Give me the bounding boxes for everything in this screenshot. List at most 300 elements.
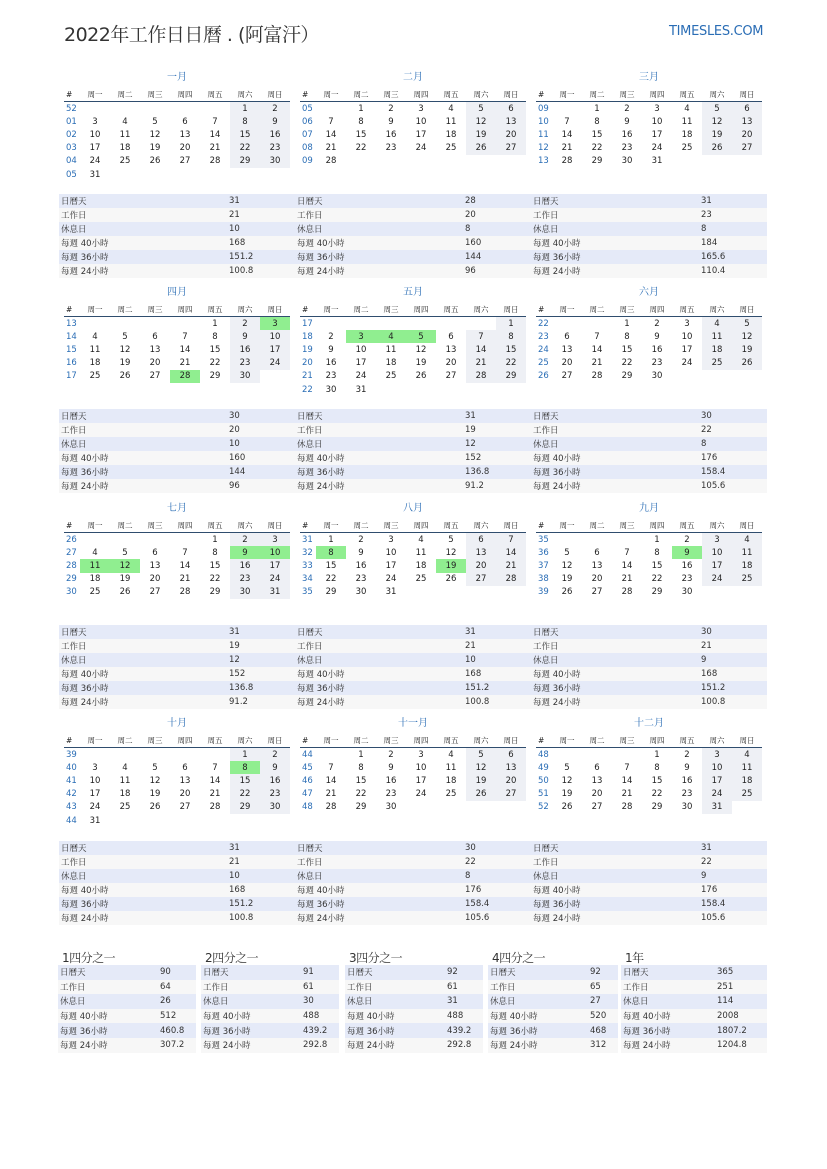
day-cell[interactable] bbox=[466, 586, 496, 599]
day-cell[interactable]: 29 bbox=[496, 370, 526, 383]
day-cell[interactable]: 3 bbox=[260, 533, 290, 547]
day-cell[interactable]: 7 bbox=[466, 330, 496, 343]
day-cell[interactable]: 16 bbox=[260, 774, 290, 787]
day-cell[interactable]: 18 bbox=[89, 574, 101, 585]
day-cell[interactable] bbox=[200, 102, 230, 116]
day-cell[interactable]: 22 bbox=[651, 574, 663, 585]
day-cell[interactable] bbox=[406, 317, 436, 331]
day-cell[interactable] bbox=[552, 317, 582, 331]
day-cell[interactable]: 8 bbox=[624, 331, 630, 342]
day-cell[interactable] bbox=[732, 586, 762, 599]
day-cell[interactable]: 4 bbox=[122, 116, 128, 127]
day-cell[interactable]: 20 bbox=[179, 789, 191, 800]
day-cell[interactable]: 29 bbox=[651, 802, 663, 813]
day-cell[interactable]: 23 bbox=[651, 358, 663, 369]
day-cell[interactable]: 16 bbox=[260, 128, 290, 141]
day-cell[interactable]: 24 bbox=[260, 357, 290, 370]
day-cell[interactable]: 7 bbox=[182, 331, 188, 342]
day-cell[interactable] bbox=[702, 370, 732, 383]
day-cell[interactable]: 20 bbox=[496, 128, 526, 141]
day-cell[interactable] bbox=[230, 814, 260, 827]
day-cell[interactable]: 23 bbox=[260, 788, 290, 801]
day-cell[interactable]: 12 bbox=[149, 129, 161, 140]
day-cell[interactable]: 31 bbox=[89, 815, 101, 826]
day-cell[interactable]: 27 bbox=[149, 371, 161, 382]
day-cell[interactable]: 25 bbox=[119, 156, 131, 167]
day-cell[interactable]: 14 bbox=[591, 344, 603, 355]
day-cell[interactable] bbox=[732, 370, 762, 383]
day-cell[interactable]: 18 bbox=[119, 789, 131, 800]
day-cell[interactable] bbox=[702, 155, 732, 168]
day-cell[interactable]: 22 bbox=[591, 143, 603, 154]
day-cell[interactable]: 13 bbox=[496, 115, 526, 128]
day-cell[interactable]: 19 bbox=[119, 574, 131, 585]
day-cell[interactable] bbox=[582, 748, 612, 762]
day-cell[interactable]: 1 bbox=[230, 748, 260, 762]
day-cell[interactable]: 10 bbox=[260, 546, 290, 559]
day-cell[interactable] bbox=[436, 586, 466, 599]
day-cell[interactable]: 18 bbox=[89, 358, 101, 369]
day-cell[interactable]: 26 bbox=[732, 357, 762, 370]
day-cell[interactable]: 17 bbox=[260, 559, 290, 572]
day-cell[interactable]: 23 bbox=[681, 574, 693, 585]
day-cell[interactable]: 9 bbox=[672, 546, 702, 559]
day-cell[interactable]: 5 bbox=[152, 116, 158, 127]
day-cell[interactable]: 25 bbox=[119, 802, 131, 813]
day-cell[interactable]: 1 bbox=[212, 534, 218, 545]
day-cell[interactable]: 6 bbox=[466, 533, 496, 547]
day-cell[interactable]: 9 bbox=[328, 344, 334, 355]
day-cell[interactable]: 25 bbox=[385, 371, 397, 382]
day-cell[interactable] bbox=[110, 814, 140, 827]
day-cell[interactable]: 30 bbox=[681, 587, 693, 598]
day-cell[interactable]: 25 bbox=[732, 573, 762, 586]
day-cell[interactable]: 12 bbox=[149, 775, 161, 786]
day-cell[interactable]: 31 bbox=[702, 801, 732, 814]
day-cell[interactable]: 31 bbox=[651, 156, 663, 167]
day-cell[interactable]: 1 bbox=[328, 534, 334, 545]
day-cell[interactable] bbox=[582, 533, 612, 547]
day-cell[interactable]: 23 bbox=[260, 142, 290, 155]
day-cell[interactable]: 9 bbox=[654, 331, 660, 342]
day-cell[interactable]: 19 bbox=[119, 358, 131, 369]
day-cell[interactable]: 21 bbox=[496, 559, 526, 572]
day-cell[interactable] bbox=[200, 814, 230, 827]
day-cell[interactable]: 26 bbox=[119, 371, 131, 382]
day-cell[interactable]: 13 bbox=[179, 775, 191, 786]
day-cell[interactable]: 30 bbox=[681, 802, 693, 813]
day-cell[interactable]: 9 bbox=[230, 330, 260, 343]
day-cell[interactable]: 17 bbox=[385, 560, 397, 571]
day-cell[interactable]: 28 bbox=[591, 371, 603, 382]
day-cell[interactable]: 29 bbox=[651, 587, 663, 598]
day-cell[interactable]: 17 bbox=[681, 344, 693, 355]
day-cell[interactable]: 2 bbox=[260, 102, 290, 116]
day-cell[interactable] bbox=[496, 155, 526, 168]
day-cell[interactable]: 18 bbox=[415, 560, 427, 571]
day-cell[interactable]: 22 bbox=[496, 357, 526, 370]
day-cell[interactable]: 10 bbox=[260, 330, 290, 343]
day-cell[interactable]: 17 bbox=[415, 775, 427, 786]
day-cell[interactable]: 27 bbox=[732, 142, 762, 155]
day-cell[interactable]: 7 bbox=[328, 762, 334, 773]
day-cell[interactable]: 5 bbox=[406, 330, 436, 343]
day-cell[interactable]: 21 bbox=[209, 789, 221, 800]
day-cell[interactable]: 14 bbox=[179, 344, 191, 355]
day-cell[interactable]: 14 bbox=[621, 560, 633, 571]
day-cell[interactable]: 3 bbox=[418, 749, 424, 760]
day-cell[interactable]: 21 bbox=[325, 789, 337, 800]
day-cell[interactable]: 21 bbox=[621, 574, 633, 585]
day-cell[interactable]: 4 bbox=[448, 749, 454, 760]
day-cell[interactable]: 30 bbox=[355, 587, 367, 598]
day-cell[interactable]: 8 bbox=[358, 762, 364, 773]
day-cell[interactable]: 22 bbox=[209, 574, 221, 585]
day-cell[interactable]: 5 bbox=[466, 102, 496, 116]
day-cell[interactable]: 7 bbox=[624, 762, 630, 773]
day-cell[interactable]: 18 bbox=[732, 774, 762, 787]
day-cell[interactable] bbox=[466, 801, 496, 814]
day-cell[interactable]: 20 bbox=[445, 358, 457, 369]
day-cell[interactable]: 15 bbox=[209, 344, 221, 355]
day-cell[interactable] bbox=[140, 533, 170, 547]
day-cell[interactable]: 18 bbox=[732, 559, 762, 572]
day-cell[interactable]: 8 bbox=[230, 761, 260, 774]
day-cell[interactable]: 7 bbox=[328, 116, 334, 127]
day-cell[interactable]: 16 bbox=[621, 129, 633, 140]
day-cell[interactable] bbox=[80, 102, 110, 116]
day-cell[interactable]: 12 bbox=[561, 775, 573, 786]
day-cell[interactable]: 25 bbox=[445, 789, 457, 800]
day-cell[interactable]: 27 bbox=[496, 788, 526, 801]
day-cell[interactable] bbox=[346, 155, 376, 168]
day-cell[interactable]: 25 bbox=[415, 574, 427, 585]
day-cell[interactable]: 15 bbox=[230, 128, 260, 141]
day-cell[interactable]: 13 bbox=[466, 546, 496, 559]
day-cell[interactable]: 9 bbox=[388, 116, 394, 127]
day-cell[interactable] bbox=[496, 383, 526, 396]
day-cell[interactable]: 13 bbox=[561, 344, 573, 355]
day-cell[interactable]: 24 bbox=[681, 358, 693, 369]
day-cell[interactable]: 26 bbox=[561, 802, 573, 813]
day-cell[interactable] bbox=[316, 748, 346, 762]
day-cell[interactable]: 5 bbox=[448, 534, 454, 545]
day-cell[interactable]: 2 bbox=[684, 534, 690, 545]
day-cell[interactable] bbox=[406, 383, 436, 396]
day-cell[interactable]: 6 bbox=[182, 762, 188, 773]
day-cell[interactable]: 18 bbox=[119, 143, 131, 154]
day-cell[interactable] bbox=[170, 748, 200, 762]
day-cell[interactable]: 12 bbox=[415, 344, 427, 355]
day-cell[interactable] bbox=[346, 317, 376, 331]
day-cell[interactable]: 4 bbox=[684, 103, 690, 114]
day-cell[interactable]: 30 bbox=[230, 370, 260, 383]
day-cell[interactable]: 27 bbox=[466, 573, 496, 586]
day-cell[interactable] bbox=[552, 533, 582, 547]
day-cell[interactable]: 13 bbox=[179, 129, 191, 140]
day-cell[interactable]: 6 bbox=[448, 331, 454, 342]
day-cell[interactable]: 6 bbox=[564, 331, 570, 342]
day-cell[interactable]: 10 bbox=[702, 761, 732, 774]
day-cell[interactable]: 11 bbox=[119, 775, 131, 786]
day-cell[interactable]: 1 bbox=[212, 318, 218, 329]
day-cell[interactable]: 2 bbox=[230, 317, 260, 331]
day-cell[interactable]: 25 bbox=[89, 587, 101, 598]
day-cell[interactable]: 29 bbox=[325, 587, 337, 598]
day-cell[interactable]: 23 bbox=[621, 143, 633, 154]
day-cell[interactable]: 11 bbox=[445, 762, 457, 773]
day-cell[interactable] bbox=[80, 533, 110, 547]
day-cell[interactable] bbox=[376, 155, 406, 168]
day-cell[interactable]: 5 bbox=[122, 547, 128, 558]
day-cell[interactable]: 9 bbox=[358, 547, 364, 558]
day-cell[interactable]: 16 bbox=[681, 775, 693, 786]
day-cell[interactable]: 22 bbox=[230, 142, 260, 155]
day-cell[interactable]: 19 bbox=[732, 343, 762, 356]
day-cell[interactable]: 4 bbox=[92, 331, 98, 342]
day-cell[interactable]: 20 bbox=[591, 574, 603, 585]
day-cell[interactable]: 8 bbox=[358, 116, 364, 127]
day-cell[interactable]: 1 bbox=[496, 317, 526, 331]
day-cell[interactable]: 17 bbox=[702, 774, 732, 787]
day-cell[interactable]: 19 bbox=[702, 128, 732, 141]
day-cell[interactable]: 2 bbox=[684, 749, 690, 760]
day-cell[interactable]: 26 bbox=[702, 142, 732, 155]
day-cell[interactable]: 8 bbox=[230, 115, 260, 128]
day-cell[interactable]: 11 bbox=[89, 344, 101, 355]
day-cell[interactable]: 21 bbox=[325, 143, 337, 154]
day-cell[interactable]: 25 bbox=[702, 357, 732, 370]
day-cell[interactable]: 16 bbox=[325, 358, 337, 369]
day-cell[interactable]: 25 bbox=[89, 371, 101, 382]
day-cell[interactable]: 2 bbox=[388, 103, 394, 114]
day-cell[interactable]: 22 bbox=[355, 143, 367, 154]
day-cell[interactable]: 18 bbox=[681, 129, 693, 140]
day-cell[interactable]: 9 bbox=[230, 546, 260, 559]
day-cell[interactable]: 19 bbox=[466, 774, 496, 787]
day-cell[interactable]: 15 bbox=[651, 775, 663, 786]
day-cell[interactable] bbox=[672, 155, 702, 168]
day-cell[interactable]: 4 bbox=[418, 534, 424, 545]
day-cell[interactable]: 16 bbox=[355, 560, 367, 571]
day-cell[interactable]: 2 bbox=[654, 318, 660, 329]
day-cell[interactable] bbox=[170, 317, 200, 331]
day-cell[interactable]: 4 bbox=[448, 103, 454, 114]
day-cell[interactable]: 10 bbox=[415, 116, 427, 127]
day-cell[interactable]: 13 bbox=[591, 775, 603, 786]
day-cell[interactable]: 11 bbox=[681, 116, 693, 127]
day-cell[interactable]: 21 bbox=[179, 574, 191, 585]
day-cell[interactable]: 27 bbox=[496, 142, 526, 155]
day-cell[interactable]: 5 bbox=[152, 762, 158, 773]
day-cell[interactable]: 28 bbox=[496, 573, 526, 586]
day-cell[interactable]: 11 bbox=[385, 344, 397, 355]
day-cell[interactable]: 12 bbox=[445, 547, 457, 558]
day-cell[interactable]: 26 bbox=[445, 574, 457, 585]
day-cell[interactable]: 15 bbox=[591, 129, 603, 140]
day-cell[interactable]: 14 bbox=[325, 129, 337, 140]
day-cell[interactable]: 23 bbox=[385, 789, 397, 800]
day-cell[interactable] bbox=[466, 317, 496, 331]
day-cell[interactable] bbox=[612, 533, 642, 547]
day-cell[interactable]: 4 bbox=[376, 330, 406, 343]
day-cell[interactable]: 11 bbox=[445, 116, 457, 127]
day-cell[interactable]: 27 bbox=[179, 802, 191, 813]
day-cell[interactable]: 22 bbox=[651, 789, 663, 800]
day-cell[interactable] bbox=[612, 748, 642, 762]
day-cell[interactable]: 12 bbox=[466, 115, 496, 128]
day-cell[interactable] bbox=[140, 102, 170, 116]
day-cell[interactable]: 20 bbox=[466, 559, 496, 572]
day-cell[interactable]: 14 bbox=[466, 343, 496, 356]
day-cell[interactable]: 9 bbox=[684, 762, 690, 773]
day-cell[interactable]: 27 bbox=[179, 156, 191, 167]
day-cell[interactable]: 2 bbox=[388, 749, 394, 760]
day-cell[interactable]: 5 bbox=[564, 762, 570, 773]
day-cell[interactable]: 30 bbox=[651, 371, 663, 382]
day-cell[interactable]: 30 bbox=[621, 156, 633, 167]
day-cell[interactable]: 21 bbox=[591, 358, 603, 369]
day-cell[interactable]: 3 bbox=[92, 762, 98, 773]
day-cell[interactable]: 26 bbox=[466, 142, 496, 155]
day-cell[interactable]: 8 bbox=[212, 547, 218, 558]
day-cell[interactable]: 8 bbox=[654, 762, 660, 773]
day-cell[interactable]: 7 bbox=[212, 116, 218, 127]
day-cell[interactable]: 16 bbox=[651, 344, 663, 355]
day-cell[interactable]: 3 bbox=[654, 103, 660, 114]
day-cell[interactable]: 27 bbox=[591, 587, 603, 598]
day-cell[interactable]: 9 bbox=[260, 115, 290, 128]
day-cell[interactable]: 31 bbox=[355, 384, 367, 395]
day-cell[interactable]: 7 bbox=[496, 533, 526, 547]
day-cell[interactable]: 3 bbox=[702, 748, 732, 762]
day-cell[interactable]: 10 bbox=[702, 546, 732, 559]
day-cell[interactable]: 8 bbox=[594, 116, 600, 127]
day-cell[interactable]: 4 bbox=[732, 533, 762, 547]
day-cell[interactable] bbox=[552, 102, 582, 116]
day-cell[interactable] bbox=[200, 748, 230, 762]
day-cell[interactable]: 6 bbox=[152, 331, 158, 342]
day-cell[interactable]: 6 bbox=[182, 116, 188, 127]
day-cell[interactable]: 2 bbox=[260, 748, 290, 762]
day-cell[interactable] bbox=[110, 533, 140, 547]
day-cell[interactable]: 4 bbox=[92, 547, 98, 558]
day-cell[interactable]: 8 bbox=[316, 546, 346, 559]
day-cell[interactable]: 12 bbox=[561, 560, 573, 571]
day-cell[interactable]: 29 bbox=[621, 371, 633, 382]
day-cell[interactable]: 12 bbox=[466, 761, 496, 774]
day-cell[interactable]: 14 bbox=[325, 775, 337, 786]
day-cell[interactable]: 31 bbox=[385, 587, 397, 598]
day-cell[interactable]: 24 bbox=[415, 143, 427, 154]
day-cell[interactable]: 26 bbox=[149, 156, 161, 167]
day-cell[interactable]: 19 bbox=[149, 789, 161, 800]
day-cell[interactable]: 10 bbox=[415, 762, 427, 773]
day-cell[interactable]: 24 bbox=[89, 156, 101, 167]
day-cell[interactable]: 20 bbox=[591, 789, 603, 800]
day-cell[interactable]: 11 bbox=[732, 546, 762, 559]
day-cell[interactable] bbox=[260, 370, 290, 383]
day-cell[interactable]: 21 bbox=[561, 143, 573, 154]
day-cell[interactable]: 16 bbox=[385, 129, 397, 140]
day-cell[interactable]: 13 bbox=[149, 344, 161, 355]
day-cell[interactable]: 30 bbox=[260, 801, 290, 814]
day-cell[interactable]: 5 bbox=[564, 547, 570, 558]
day-cell[interactable]: 24 bbox=[260, 573, 290, 586]
day-cell[interactable]: 4 bbox=[122, 762, 128, 773]
day-cell[interactable]: 29 bbox=[591, 156, 603, 167]
day-cell[interactable]: 28 bbox=[179, 587, 191, 598]
day-cell[interactable]: 22 bbox=[230, 788, 260, 801]
day-cell[interactable]: 24 bbox=[89, 802, 101, 813]
day-cell[interactable] bbox=[436, 801, 466, 814]
day-cell[interactable]: 18 bbox=[445, 129, 457, 140]
day-cell[interactable]: 24 bbox=[355, 371, 367, 382]
day-cell[interactable] bbox=[406, 586, 436, 599]
day-cell[interactable]: 21 bbox=[179, 358, 191, 369]
day-cell[interactable]: 24 bbox=[385, 574, 397, 585]
day-cell[interactable]: 22 bbox=[209, 358, 221, 369]
day-cell[interactable]: 14 bbox=[209, 129, 221, 140]
day-cell[interactable] bbox=[260, 814, 290, 827]
day-cell[interactable]: 29 bbox=[230, 801, 260, 814]
day-cell[interactable]: 26 bbox=[561, 587, 573, 598]
day-cell[interactable]: 17 bbox=[415, 129, 427, 140]
day-cell[interactable]: 24 bbox=[702, 573, 732, 586]
day-cell[interactable]: 11 bbox=[119, 129, 131, 140]
day-cell[interactable]: 28 bbox=[621, 802, 633, 813]
day-cell[interactable]: 14 bbox=[621, 775, 633, 786]
day-cell[interactable] bbox=[140, 168, 170, 181]
day-cell[interactable]: 23 bbox=[385, 143, 397, 154]
day-cell[interactable]: 31 bbox=[89, 169, 101, 180]
day-cell[interactable]: 28 bbox=[621, 587, 633, 598]
day-cell[interactable]: 12 bbox=[119, 344, 131, 355]
day-cell[interactable]: 28 bbox=[209, 802, 221, 813]
day-cell[interactable]: 27 bbox=[561, 371, 573, 382]
day-cell[interactable]: 1 bbox=[654, 749, 660, 760]
day-cell[interactable]: 30 bbox=[230, 586, 260, 599]
day-cell[interactable] bbox=[110, 748, 140, 762]
day-cell[interactable] bbox=[436, 383, 466, 396]
day-cell[interactable]: 21 bbox=[209, 143, 221, 154]
day-cell[interactable]: 15 bbox=[325, 560, 337, 571]
day-cell[interactable]: 1 bbox=[624, 318, 630, 329]
day-cell[interactable] bbox=[672, 370, 702, 383]
day-cell[interactable]: 14 bbox=[209, 775, 221, 786]
day-cell[interactable]: 3 bbox=[260, 317, 290, 331]
day-cell[interactable]: 7 bbox=[594, 331, 600, 342]
day-cell[interactable]: 10 bbox=[355, 344, 367, 355]
day-cell[interactable]: 28 bbox=[466, 370, 496, 383]
day-cell[interactable]: 3 bbox=[418, 103, 424, 114]
day-cell[interactable]: 19 bbox=[561, 789, 573, 800]
day-cell[interactable]: 12 bbox=[702, 115, 732, 128]
day-cell[interactable]: 20 bbox=[149, 574, 161, 585]
day-cell[interactable] bbox=[110, 102, 140, 116]
day-cell[interactable]: 29 bbox=[209, 587, 221, 598]
brand-logo[interactable]: TIMESLES.COM bbox=[669, 24, 764, 39]
day-cell[interactable]: 6 bbox=[732, 102, 762, 116]
day-cell[interactable] bbox=[170, 533, 200, 547]
day-cell[interactable] bbox=[110, 168, 140, 181]
day-cell[interactable]: 30 bbox=[325, 384, 337, 395]
day-cell[interactable]: 11 bbox=[80, 559, 110, 572]
day-cell[interactable]: 2 bbox=[358, 534, 364, 545]
day-cell[interactable]: 20 bbox=[732, 128, 762, 141]
day-cell[interactable]: 21 bbox=[466, 357, 496, 370]
day-cell[interactable] bbox=[466, 383, 496, 396]
